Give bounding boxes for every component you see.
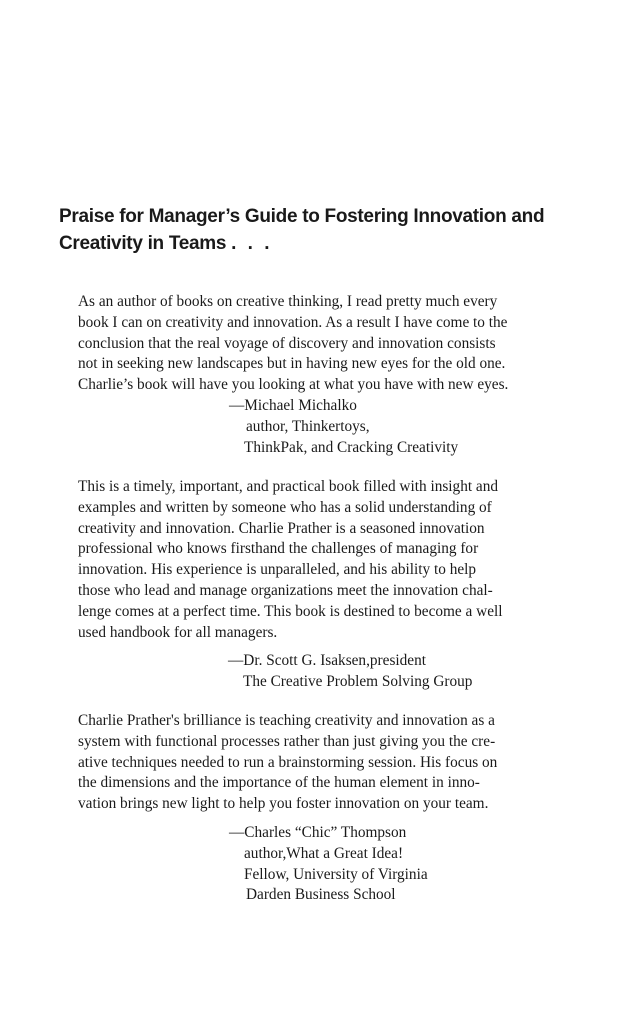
praise-attribution-2 [228, 651, 472, 693]
praise-quote-2 [78, 477, 553, 643]
quote-line: those who lead and manage organizations meet the innovation chal- [78, 581, 493, 599]
quote-line: not in seeking new landscapes but in having new eyes for the old one. [78, 355, 506, 373]
attribution-title: ThinkPak, and Cracking Creativity [244, 438, 459, 456]
praise-attribution-1 [229, 396, 458, 458]
quote-line: Charlie Prather's brilliance is teaching creativity and innovation as a [78, 712, 495, 729]
attribution-title: The Creative Problem Solving Group [243, 672, 473, 690]
quote-line: This is a timely, important, and practical book filled with insight and [78, 478, 499, 495]
praise-quote-3 [78, 711, 553, 815]
quote-line: ative techniques needed to run a brainstorming session. His focus on [78, 753, 498, 771]
attribution-title: Darden Business School [246, 886, 396, 904]
quote-line: examples and written by someone who has a solid understanding of [78, 498, 492, 516]
quote-line: lenge comes at a perfect time. This book is destined to become a well [78, 602, 503, 620]
quote-line: innovation. His experience is unparalleled, and his ability to help [78, 561, 477, 579]
quote-line: vation brings new light to help you foster innovation on your team. [78, 795, 489, 813]
quote-line: system with functional processes rather than just giving you the cre- [78, 732, 496, 750]
quote-line: As an author of books on creative thinking, I read pretty much every [78, 293, 498, 310]
quote-line: the dimensions and the importance of the human element in inno- [78, 774, 480, 792]
attribution-title: author,What a Great Idea! [244, 844, 404, 862]
attribution-name: —Michael Michalko [229, 397, 357, 414]
attribution-title: Fellow, University of Virginia [244, 865, 428, 883]
praise-quote-1 [78, 292, 553, 396]
praise-attribution-3 [229, 823, 428, 906]
attribution-name: —Dr. Scott G. Isaksen,president [228, 652, 426, 669]
quote-line: Charlie’s book will have you looking at what you have with new eyes. [78, 376, 509, 394]
heading-line-1: Praise for Manager’s Guide to Fostering Innovation and [59, 206, 545, 227]
quote-line: used handbook for all managers. [78, 623, 278, 641]
quote-line: book I can on creativity and innovation. As a result I have come to the [78, 313, 508, 331]
heading-ellipsis: . . . [231, 233, 273, 254]
attribution-name: —Charles “Chic” Thompson [229, 824, 407, 841]
attribution-title: author, Thinkertoys, [246, 417, 370, 435]
quote-line: creativity and innovation. Charlie Prather is a seasoned innovation [78, 519, 485, 537]
page-heading [59, 203, 579, 257]
quote-line: professional who knows firsthand the challenges of managing for [78, 540, 479, 558]
heading-line-2: Creativity in Teams [59, 233, 227, 254]
quote-line: conclusion that the real voyage of discovery and innovation consists [78, 334, 496, 352]
